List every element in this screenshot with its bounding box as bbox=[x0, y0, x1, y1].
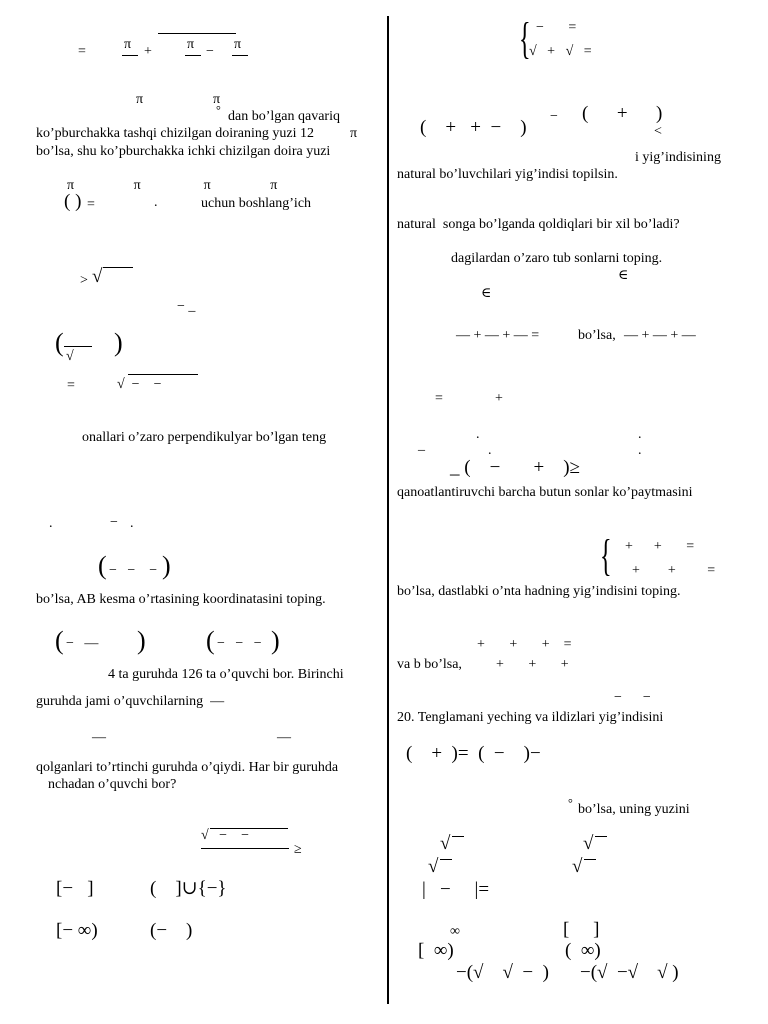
math-fragment: ( + )= ( − )− bbox=[406, 743, 541, 764]
math-fragment: ≥ bbox=[294, 842, 302, 857]
fraction-bar bbox=[122, 55, 138, 56]
text-line: guruhda jami o’quvchilarning — bbox=[36, 694, 225, 709]
math-fragment: — bbox=[277, 730, 291, 745]
math-fragment: ( ) bbox=[64, 191, 82, 212]
radical-overline bbox=[584, 859, 596, 860]
answer-option-d: −(√ −√ √ ) bbox=[580, 962, 679, 983]
radical-overline bbox=[440, 859, 452, 860]
math-fragment: ) bbox=[137, 626, 146, 655]
math-fragment: | − |= bbox=[422, 879, 490, 900]
math-fragment: π bbox=[213, 92, 221, 107]
radical-overline bbox=[158, 33, 236, 34]
text-line: 4 ta guruhda 126 ta o’quvchi bor. Birinchi bbox=[108, 667, 344, 682]
math-fragment: √ − − bbox=[201, 828, 249, 843]
math-fragment: √ bbox=[583, 833, 594, 854]
math-fragment: √ bbox=[92, 266, 103, 287]
math-fragment: π bbox=[136, 92, 144, 107]
math-fragment: + + = bbox=[632, 563, 716, 578]
text-line: onallari o’zaro perpendikulyar bo’lgan teng bbox=[82, 430, 327, 445]
radical-overline bbox=[128, 374, 198, 375]
math-fragment: − bbox=[110, 515, 118, 530]
math-fragment: . bbox=[154, 195, 158, 210]
math-fragment: + + = bbox=[625, 539, 695, 554]
math-fragment: π bbox=[234, 37, 242, 52]
math-fragment: − _ bbox=[177, 299, 196, 314]
math-fragment: _ bbox=[418, 438, 425, 453]
text-line: nchadan o’quvchi bor? bbox=[48, 777, 177, 792]
text-line: 20. Tenglamani yeching va ildizlari yig’indisini bbox=[397, 710, 664, 725]
math-fragment: − − bbox=[614, 690, 651, 705]
math-fragment: ( bbox=[98, 551, 107, 580]
math-fragment: . bbox=[638, 427, 642, 442]
text-line: natural bo’luvchilari yig’indisi topilsin. bbox=[397, 167, 618, 182]
answer-option-d: (− ) bbox=[150, 920, 193, 941]
math-fragment: . bbox=[638, 443, 642, 458]
math-fragment: . bbox=[130, 516, 134, 531]
math-fragment: √ bbox=[440, 833, 451, 854]
math-fragment: < bbox=[654, 124, 662, 139]
fraction-bar bbox=[64, 346, 92, 347]
math-fragment: ( bbox=[206, 626, 215, 655]
math-fragment: − — bbox=[66, 636, 99, 651]
radical-overline bbox=[595, 836, 607, 837]
math-fragment: √ + √ = bbox=[529, 44, 592, 59]
math-fragment: + bbox=[495, 391, 503, 406]
math-fragment: { bbox=[600, 531, 612, 580]
math-fragment: − − − bbox=[109, 563, 158, 578]
math-fragment: ( bbox=[55, 328, 64, 357]
column-divider bbox=[387, 16, 389, 1004]
math-fragment: ( + ) bbox=[582, 103, 663, 124]
answer-option-c: [− ∞) bbox=[56, 920, 98, 941]
math-fragment: ) bbox=[162, 551, 171, 580]
answer-option-b: ( ∞) bbox=[565, 940, 601, 961]
math-fragment: ° bbox=[216, 103, 221, 117]
answer-option-b: ( ]∪{−} bbox=[150, 878, 227, 899]
text-line: qanoatlantiruvchi barcha butun sonlar ko’paytmasini bbox=[397, 485, 693, 500]
math-fragment: √ bbox=[66, 349, 74, 364]
text-line: dan bo’lgan qavariq bbox=[228, 109, 340, 124]
text-line: qolganlari to’rtinchi guruhda o’qiydi. Har bir guruhda bbox=[36, 760, 339, 775]
math-fragment: + bbox=[144, 44, 152, 59]
text-line: bo’lsa, uning yuzini bbox=[578, 802, 690, 817]
math-fragment: = bbox=[78, 44, 86, 59]
math-fragment: + + + = bbox=[477, 637, 572, 652]
math-fragment: √ − − bbox=[117, 377, 162, 392]
math-fragment: ° bbox=[568, 796, 573, 810]
math-fragment: − = bbox=[536, 20, 577, 35]
text-line: uchun boshlang’ich bbox=[201, 196, 312, 211]
math-fragment: π bbox=[350, 126, 358, 141]
math-fragment: π bbox=[187, 37, 195, 52]
answer-option-c: −(√ √ − ) bbox=[456, 962, 549, 983]
text-line: va b bo’lsa, bbox=[397, 657, 462, 672]
math-fragment: _ ( − + )≥ bbox=[450, 457, 581, 478]
text-line: natural songa bo’lganda qoldiqlari bir xil bo’ladi? bbox=[397, 217, 680, 232]
text-line: bo’lsa, dastlabki o’nta hadning yig’indisini toping. bbox=[397, 584, 681, 599]
math-fragment: — + — + — bbox=[624, 328, 696, 343]
math-fragment: − bbox=[206, 44, 214, 59]
answer-option-a: [− ] bbox=[56, 878, 94, 899]
math-fragment: = bbox=[435, 391, 443, 406]
math-fragment: — + — + — = bbox=[456, 328, 540, 343]
math-fragment: ) bbox=[271, 626, 280, 655]
fraction-bar bbox=[185, 55, 201, 56]
math-fragment: = bbox=[87, 197, 95, 212]
math-fragment: π bbox=[124, 37, 132, 52]
math-fragment: { bbox=[519, 14, 531, 63]
math-fragment: √ bbox=[428, 856, 439, 877]
text-line: bo’lsa, shu ko’pburchakka ichki chizilgan doira yuzi bbox=[36, 144, 331, 159]
math-fragment: − bbox=[550, 109, 558, 124]
math-fragment: ∈ bbox=[481, 286, 492, 301]
text-line: bo’lsa, AB kesma o’rtasining koordinatasini toping. bbox=[36, 592, 326, 607]
math-fragment: ∈ bbox=[618, 268, 629, 283]
answer-option-a: [ ∞) bbox=[418, 940, 454, 961]
math-fragment: [ ] bbox=[563, 919, 600, 940]
math-fragment: . bbox=[488, 443, 492, 458]
math-fragment: + + + bbox=[496, 657, 569, 672]
math-fragment: > bbox=[80, 273, 88, 288]
radical-overline bbox=[452, 836, 464, 837]
fraction-bar bbox=[232, 55, 248, 56]
math-fragment: ) bbox=[114, 328, 123, 357]
text-line: i yig’indisining bbox=[635, 150, 721, 165]
text-line: dagilardan o’zaro tub sonlarni toping. bbox=[451, 251, 663, 266]
math-fragment: ∞ bbox=[450, 924, 460, 939]
text-line: ko’pburchakka tashqi chizilgan doiraning yuzi 12 bbox=[36, 126, 314, 141]
fraction-bar bbox=[201, 848, 289, 849]
math-fragment: √ bbox=[572, 856, 583, 877]
math-fragment: . bbox=[49, 516, 53, 531]
math-fragment: ( + + − ) bbox=[420, 117, 527, 138]
math-fragment: — bbox=[92, 730, 106, 745]
text-line: bo’lsa, bbox=[578, 328, 616, 343]
math-fragment: π π π π bbox=[67, 178, 278, 193]
math-fragment: − − − bbox=[217, 636, 262, 651]
math-fragment: . bbox=[476, 427, 480, 442]
math-fragment: ( bbox=[55, 626, 64, 655]
math-fragment: = bbox=[67, 378, 75, 393]
radical-overline bbox=[103, 267, 133, 268]
